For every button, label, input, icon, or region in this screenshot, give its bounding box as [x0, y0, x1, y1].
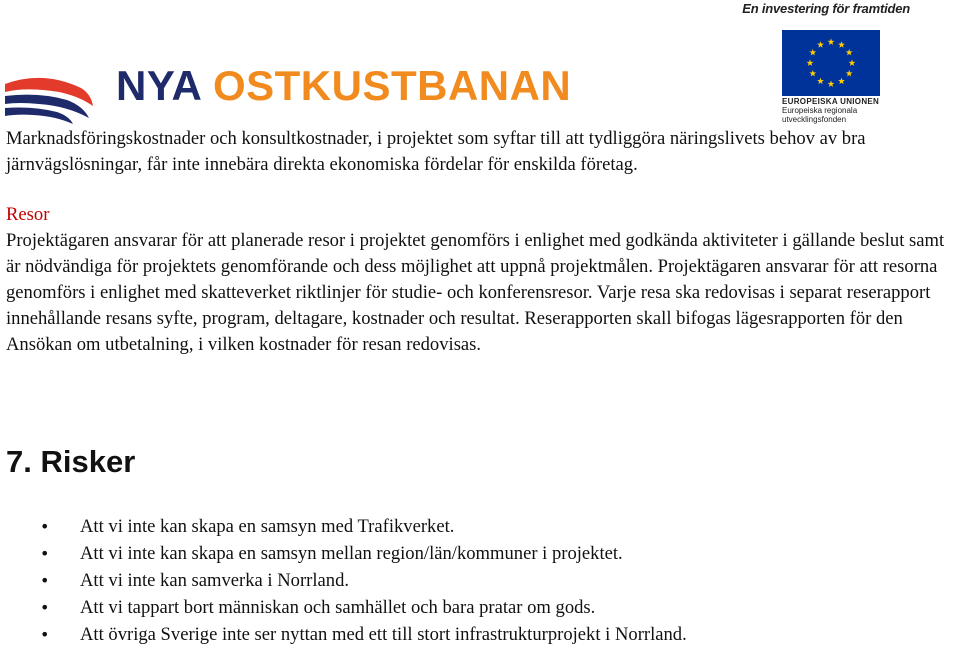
logo-word-nya: NYA: [116, 62, 201, 109]
tagline: En investering för framtiden: [742, 1, 910, 16]
train-logo-icon: [3, 66, 95, 126]
list-item: [0, 621, 687, 648]
eu-fund-line-1: Europeiska regionala: [782, 106, 858, 115]
bullet-icon: •: [40, 571, 50, 590]
document-body: [6, 126, 960, 358]
eu-fund-line-2: utvecklingsfonden: [782, 115, 847, 124]
section-heading-risker: 7. Risker: [6, 444, 136, 479]
list-item-text: Att vi inte kan samverka i Norrland.: [80, 570, 350, 591]
bullet-icon: •: [40, 598, 50, 617]
intro-paragraph: Marknadsföringskostnader och konsultkostnader, i projektet som syftar till att tydliggöra näringslivets behov av bra järnvägslösningar, får inte innebära direkta ekonomiska fördelar för enskilda företag.: [6, 128, 866, 175]
eu-caption: [782, 97, 886, 124]
list-item-text: Att övriga Sverige inte ser nyttan med ett till stort infrastrukturprojekt i Norrland.: [80, 624, 687, 645]
bullet-icon: •: [40, 625, 50, 644]
list-item: [0, 540, 687, 567]
list-item-text: Att vi inte kan skapa en samsyn med Trafikverket.: [80, 516, 455, 537]
eu-flag-icon: [782, 30, 880, 96]
resor-paragraph: Projektägaren ansvarar för att planerade resor i projektet genomförs i enlighet med godkända aktiviteter i gällande beslut samt är nödvändiga för projektets genomförande och dess möjlighet att uppnå projektmålen. Projektägaren ansvarar för att resorna genomförs i enlighet med skatteverket riktlinjer för studie- och konferensresor. Varje resa ska redovisas i separat reserapport innehållande resans syfte, program, deltagare, kostnader och resultat. Reserapporten skall bifogas lägesrapporten för den Ansökan om utbetalning, i vilken kostnader för resan redovisas.: [6, 230, 945, 355]
list-item: [0, 567, 687, 594]
logo-word-ostkustbanan: OSTKUSTBANAN: [212, 62, 572, 109]
bullet-icon: •: [40, 544, 50, 563]
list-item-text: Att vi tappart bort människan och samhället och bara pratar om gods.: [80, 597, 596, 618]
eu-name: EUROPEISKA UNIONEN: [782, 97, 880, 106]
nya-ostkustbanan-logo: [0, 52, 620, 128]
bullet-icon: •: [40, 517, 50, 536]
logo-wordmark: [116, 62, 571, 110]
list-item: [0, 513, 687, 540]
list-item: [0, 594, 687, 621]
eu-logo: [782, 30, 886, 124]
list-item-text: Att vi inte kan skapa en samsyn mellan region/län/kommuner i projektet.: [80, 543, 623, 564]
risk-list: [0, 513, 687, 648]
section-label-resor: Resor: [6, 204, 50, 225]
